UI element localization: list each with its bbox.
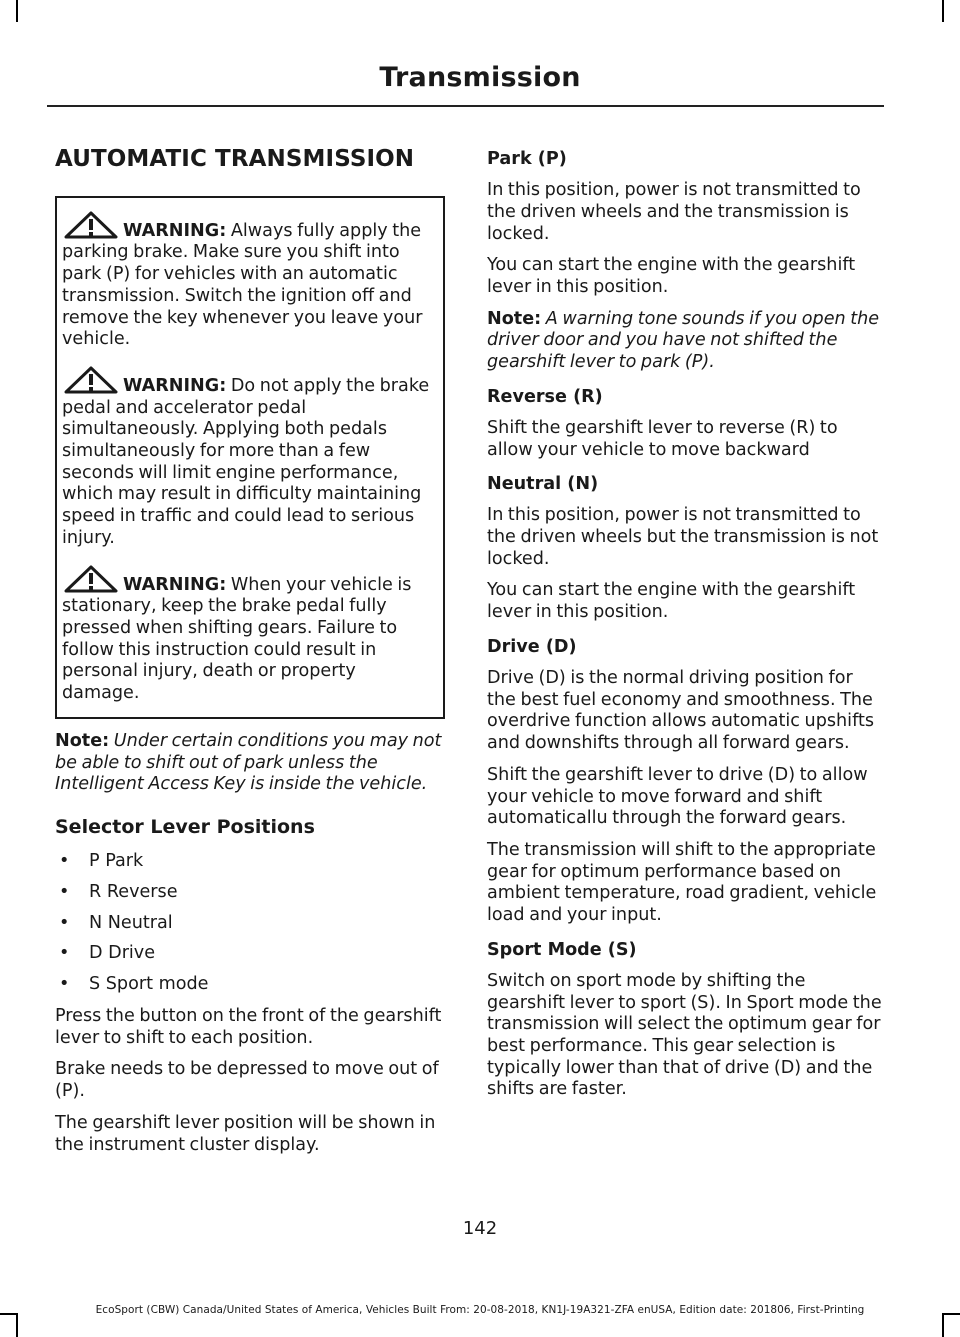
paragraph: Press the button on the front of the gearshift lever to shift to each position.: [55, 1005, 442, 1048]
warning-text: When your vehicle is stationary, keep the brake pedal fully pressed when shifting gears. Failure to follow this instruction could result in personal injury, death or property damage.: [62, 574, 412, 704]
warning-text: Do not apply the brake pedal and accelerator pedal simultaneously. Applying both pedals simultaneously for more than a few seconds will limit engine performance, which may result in difficulty maintaining speed in traffic and could lead to serious injury.: [62, 375, 430, 548]
paragraph: Shift the gearshift lever to drive (D) to allow your vehicle to move forward and shift automaticallu through the forward gears.: [487, 764, 868, 829]
page-header-title: Transmission: [379, 62, 581, 93]
warning-label: WARNING:: [123, 375, 227, 396]
reverse-heading: Reverse (R): [487, 386, 603, 407]
list-item: • N Neutral: [55, 913, 445, 935]
crop-mark-bottom-left-v: [16, 1313, 18, 1337]
paragraph: The gearshift lever position will be shown in the instrument cluster display.: [55, 1112, 436, 1155]
note-label: Note:: [487, 308, 542, 329]
warning-2: [62, 366, 436, 550]
page-footer: EcoSport (CBW) Canada/United States of America, Vehicles Built From: 20-08-2018, KN1J-19A321-ZFA enUSA, Edition date: 201806, First-Printing: [95, 1304, 865, 1316]
list-item: • D Drive: [55, 943, 445, 965]
list-item: • R Reverse: [55, 882, 445, 904]
list-item: • P Park: [55, 851, 445, 873]
paragraph: Drive (D) is the normal driving position for the best fuel economy and smoothness. The overdrive function allows automatic upshifts and downshifts through all forward gears.: [487, 667, 875, 754]
note-label: Note:: [55, 730, 110, 751]
note-text: Under certain conditions you may not be able to shift out of park unless the Intelligent Access Key is inside the vehicle.: [55, 730, 442, 795]
position-list: [55, 851, 445, 996]
paragraph: In this position, power is not transmitted to the driven wheels and the transmission is locked.: [487, 180, 861, 244]
paragraph: The transmission will shift to the appropriate gear for optimum performance based on ambient temperature, road gradient, vehicle load and your input.: [487, 839, 877, 926]
warning-3: [62, 565, 436, 705]
paragraph: Brake needs to be depressed to move out of (P).: [55, 1059, 439, 1102]
drive-heading: Drive (D): [487, 636, 577, 657]
paragraph: You can start the engine with the gearshift lever in this position.: [487, 255, 856, 297]
note-paragraph: [487, 309, 882, 374]
warning-text: Always fully apply the parking brake. Make sure you shift into park (P) for vehicles with an automatic transmission. Switch the ignition off and remove the key whenever you leave your vehicle.: [62, 220, 423, 350]
crop-mark-top-right: [942, 0, 944, 22]
paragraph: In this position, power is not transmitted to the driven wheels but the transmission is not locked.: [487, 505, 879, 569]
park-heading: Park (P): [487, 149, 567, 169]
subsection-title: Selector Lever Positions: [55, 815, 315, 838]
warning-triangle-icon: [62, 366, 120, 394]
note-text: A warning tone sounds if you open the driver door and you have not shifted the gearshift lever to park (P).: [487, 308, 880, 373]
list-item: • S Sport mode: [55, 974, 445, 996]
note-paragraph: [55, 731, 445, 796]
paragraph: Switch on sport mode by shifting the gearshift lever to sport (S). In Sport mode the transmission will select the optimum gear for best performance. This gear selection is typically lower than that of drive (D) and the shifts are faster.: [487, 970, 882, 1100]
header-divider: [47, 105, 884, 107]
warning-label: WARNING:: [123, 220, 227, 241]
section-title: AUTOMATIC TRANSMISSION: [55, 146, 415, 172]
warning-1: [62, 211, 436, 351]
warning-box: [55, 196, 445, 719]
right-column: [487, 145, 882, 1111]
paragraph: You can start the engine with the gearshift lever in this position.: [487, 580, 856, 623]
page-number: 142: [462, 1218, 498, 1239]
paragraph: Shift the gearshift lever to reverse (R) to allow your vehicle to move backward: [487, 417, 838, 460]
left-column: [55, 145, 445, 1166]
warning-triangle-icon: [62, 211, 120, 239]
sport-heading: Sport Mode (S): [487, 939, 637, 960]
crop-mark-bottom-right-v: [942, 1313, 944, 1337]
warning-triangle-icon: [62, 565, 120, 593]
neutral-heading: Neutral (N): [487, 474, 599, 495]
warning-label: WARNING:: [123, 574, 227, 595]
crop-mark-top-left: [16, 0, 18, 22]
